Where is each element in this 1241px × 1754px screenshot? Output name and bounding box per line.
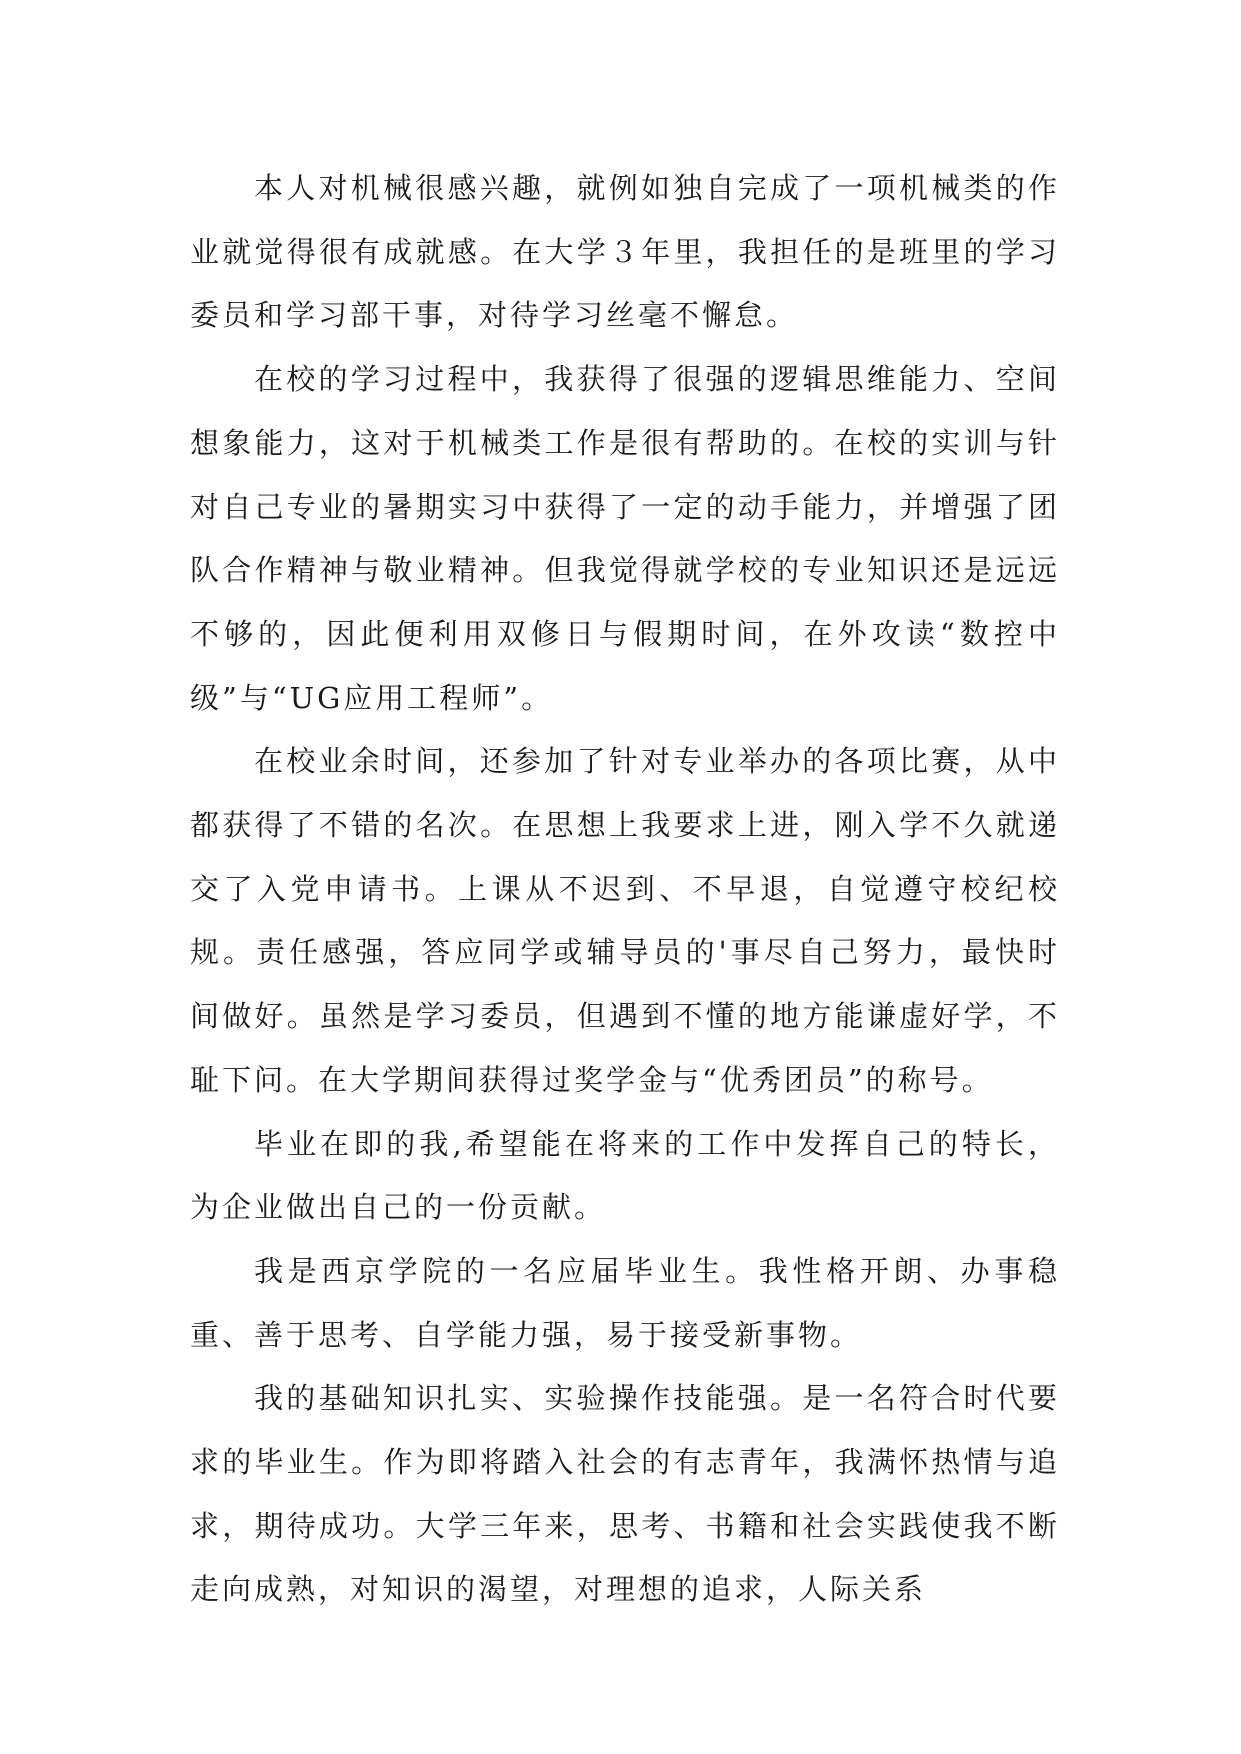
document-body bbox=[190, 157, 1060, 1622]
paragraph-skills: 我的基础知识扎实、实验操作技能强。是一名符合时代要求的毕业生。作为即将踏入社会的有志青年，我满怀热情与追求，期待成功。大学三年来，思考、书籍和社会实践使我不断走向成熟，对知识的渴望，对理想的追求，人际关系 bbox=[190, 1381, 1060, 1607]
paragraph-introduction: 我是西京学院的一名应届毕业生。我性格开朗、办事稳重、善于思考、自学能力强，易于接受新事物。 bbox=[190, 1253, 1060, 1352]
paragraph-graduation: 毕业在即的我,希望能在将来的工作中发挥自己的特长，为企业做出自己的一份贡献。 bbox=[190, 1126, 1060, 1225]
paragraph-study: 在校的学习过程中，我获得了很强的逻辑思维能力、空间想象能力，这对于机械类工作是很有帮助的。在校的实训与针对自己专业的暑期实习中获得了一定的动手能力，并增强了团队合作精神与敬业精神。但我觉得就学校的专业知识还是远远不够的，因此便利用双修日与假期时间，在外攻读“数控中级”与“UG应用工程师”。 bbox=[190, 362, 1060, 715]
paragraph-interest: 本人对机械很感兴趣，就例如独自完成了一项机械类的作业就觉得很有成就感。在大学３年里，我担任的是班里的学习委员和学习部干事，对待学习丝毫不懈怠。 bbox=[190, 171, 1060, 333]
paragraph-activities: 在校业余时间，还参加了针对专业举办的各项比赛，从中都获得了不错的名次。在思想上我要求上进，刚入学不久就递交了入党申请书。上课从不迟到、不早退，自觉遵守校纪校规。责任感强，答应同学或辅导员的'事尽自己努力，最快时间做好。虽然是学习委员，但遇到不懂的地方能谦虚好学，不耻下问。在大学期间获得过奖学金与“优秀团员”的称号。 bbox=[190, 744, 1060, 1097]
